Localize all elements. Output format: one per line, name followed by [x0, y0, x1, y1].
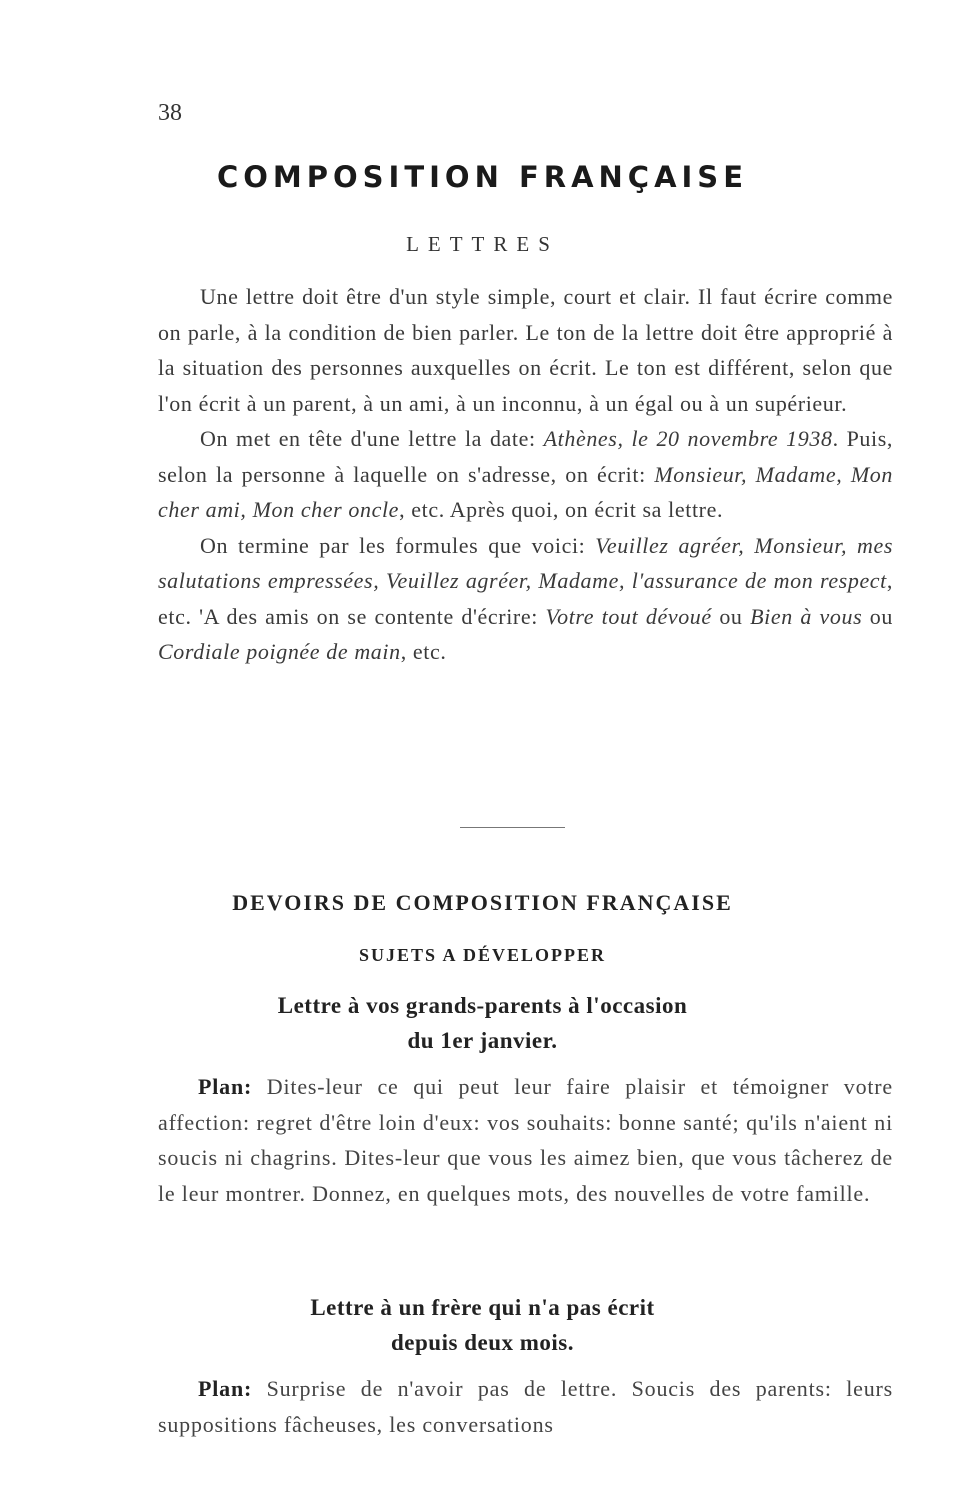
sujets-subtitle: SUJETS A DÉVELOPPER [358, 945, 607, 965]
sujet-1-title [0, 988, 965, 1058]
p2-text-b: . Puis, selon la personne à laquelle on s'adresse, on écrit: [158, 426, 894, 487]
p2-salutation-examples: Monsieur, Madame, Mon cher ami, Mon cher oncle [158, 461, 893, 522]
sujet-2-title [0, 1290, 965, 1360]
sujet-2-plan [158, 1371, 893, 1443]
p2-date-example: Athènes, le 20 novembre 1938 [543, 426, 833, 451]
lettres-body [158, 279, 893, 670]
p3-text-b: , etc. 'A des amis on se contente d'écrire: [158, 568, 893, 629]
sujet-2-plan-text: Surprise de n'avoir pas de lettre. Soucis des parents: leurs suppositions fâcheuses, les conversations [158, 1376, 893, 1437]
p3-text-a: On termine par les formules que voici: [200, 532, 596, 558]
sujet-1-plan-paragraph [158, 1069, 893, 1211]
sujet-1-plan-text: Dites-leur ce qui peut leur faire plaisir et témoigner votre affection: regret d'être loin d'eux: vos souhaits: bonne santé; qu'ils n'aient ni soucis ni chagrins. Dites-leur que vous les aimez bien, que vous tâcherez de le leur montrer. Donnez, en quelques mots, des nouvelles de votre famille. [158, 1074, 893, 1206]
sujet-2-plan-label: Plan: [198, 1376, 253, 1401]
lettres-paragraph-2 [158, 421, 893, 528]
p3-text-c: ou [711, 603, 751, 629]
sujet-1-plan [158, 1069, 893, 1211]
section-divider [460, 827, 565, 828]
p3-formule-devoue: Votre tout dévoué [545, 603, 712, 629]
p3-text-d: ou [862, 603, 893, 629]
p2-text-c: , etc. Après quoi, on écrit sa lettre. [399, 497, 724, 522]
p3-formule-cordiale: Cordiale poignée de main [158, 639, 401, 664]
sujet-1-title-line-2: du 1er janvier. [407, 1028, 558, 1053]
sujet-1-title-line-1: Lettre à vos grands-parents à l'occasion [277, 993, 688, 1018]
sujet-2-title-line-1: Lettre à un frère qui n'a pas écrit [310, 1295, 655, 1320]
section-title-lettres: LETTRES [406, 232, 559, 256]
sujet-2-title-line-2: depuis deux mois. [391, 1330, 574, 1355]
page-title: COMPOSITION FRANÇAISE [216, 160, 749, 194]
p3-text-e: , etc. [400, 639, 447, 664]
lettres-paragraph-3 [158, 528, 893, 670]
p3-formule-bien-a-vous: Bien à vous [750, 603, 863, 629]
p2-text-a: On met en tête d'une lettre la date: [200, 426, 544, 451]
lettres-paragraph-1: Une lettre doit être d'un style simple, court et clair. Il faut écrire comme on parle, à la condition de bien parler. Le ton de la lettre doit être approprié à la situation des personnes auxquelles on écrit. Le ton est différent, selon que l'on écrit à un parent, à un ami, à un inconnu, à un égal ou à un supérieur. [158, 284, 893, 416]
devoirs-title: DEVOIRS DE COMPOSITION FRANÇAISE [232, 890, 733, 915]
sujet-1-plan-label: Plan: [198, 1074, 253, 1099]
sujet-2-plan-paragraph [158, 1371, 893, 1442]
p3-formule-formelle: Veuillez agréer, Monsieur, mes salutations empressées, Veuillez agréer, Madame, l'assurance de mon respect [158, 532, 893, 593]
page-number: 38 [158, 100, 182, 126]
